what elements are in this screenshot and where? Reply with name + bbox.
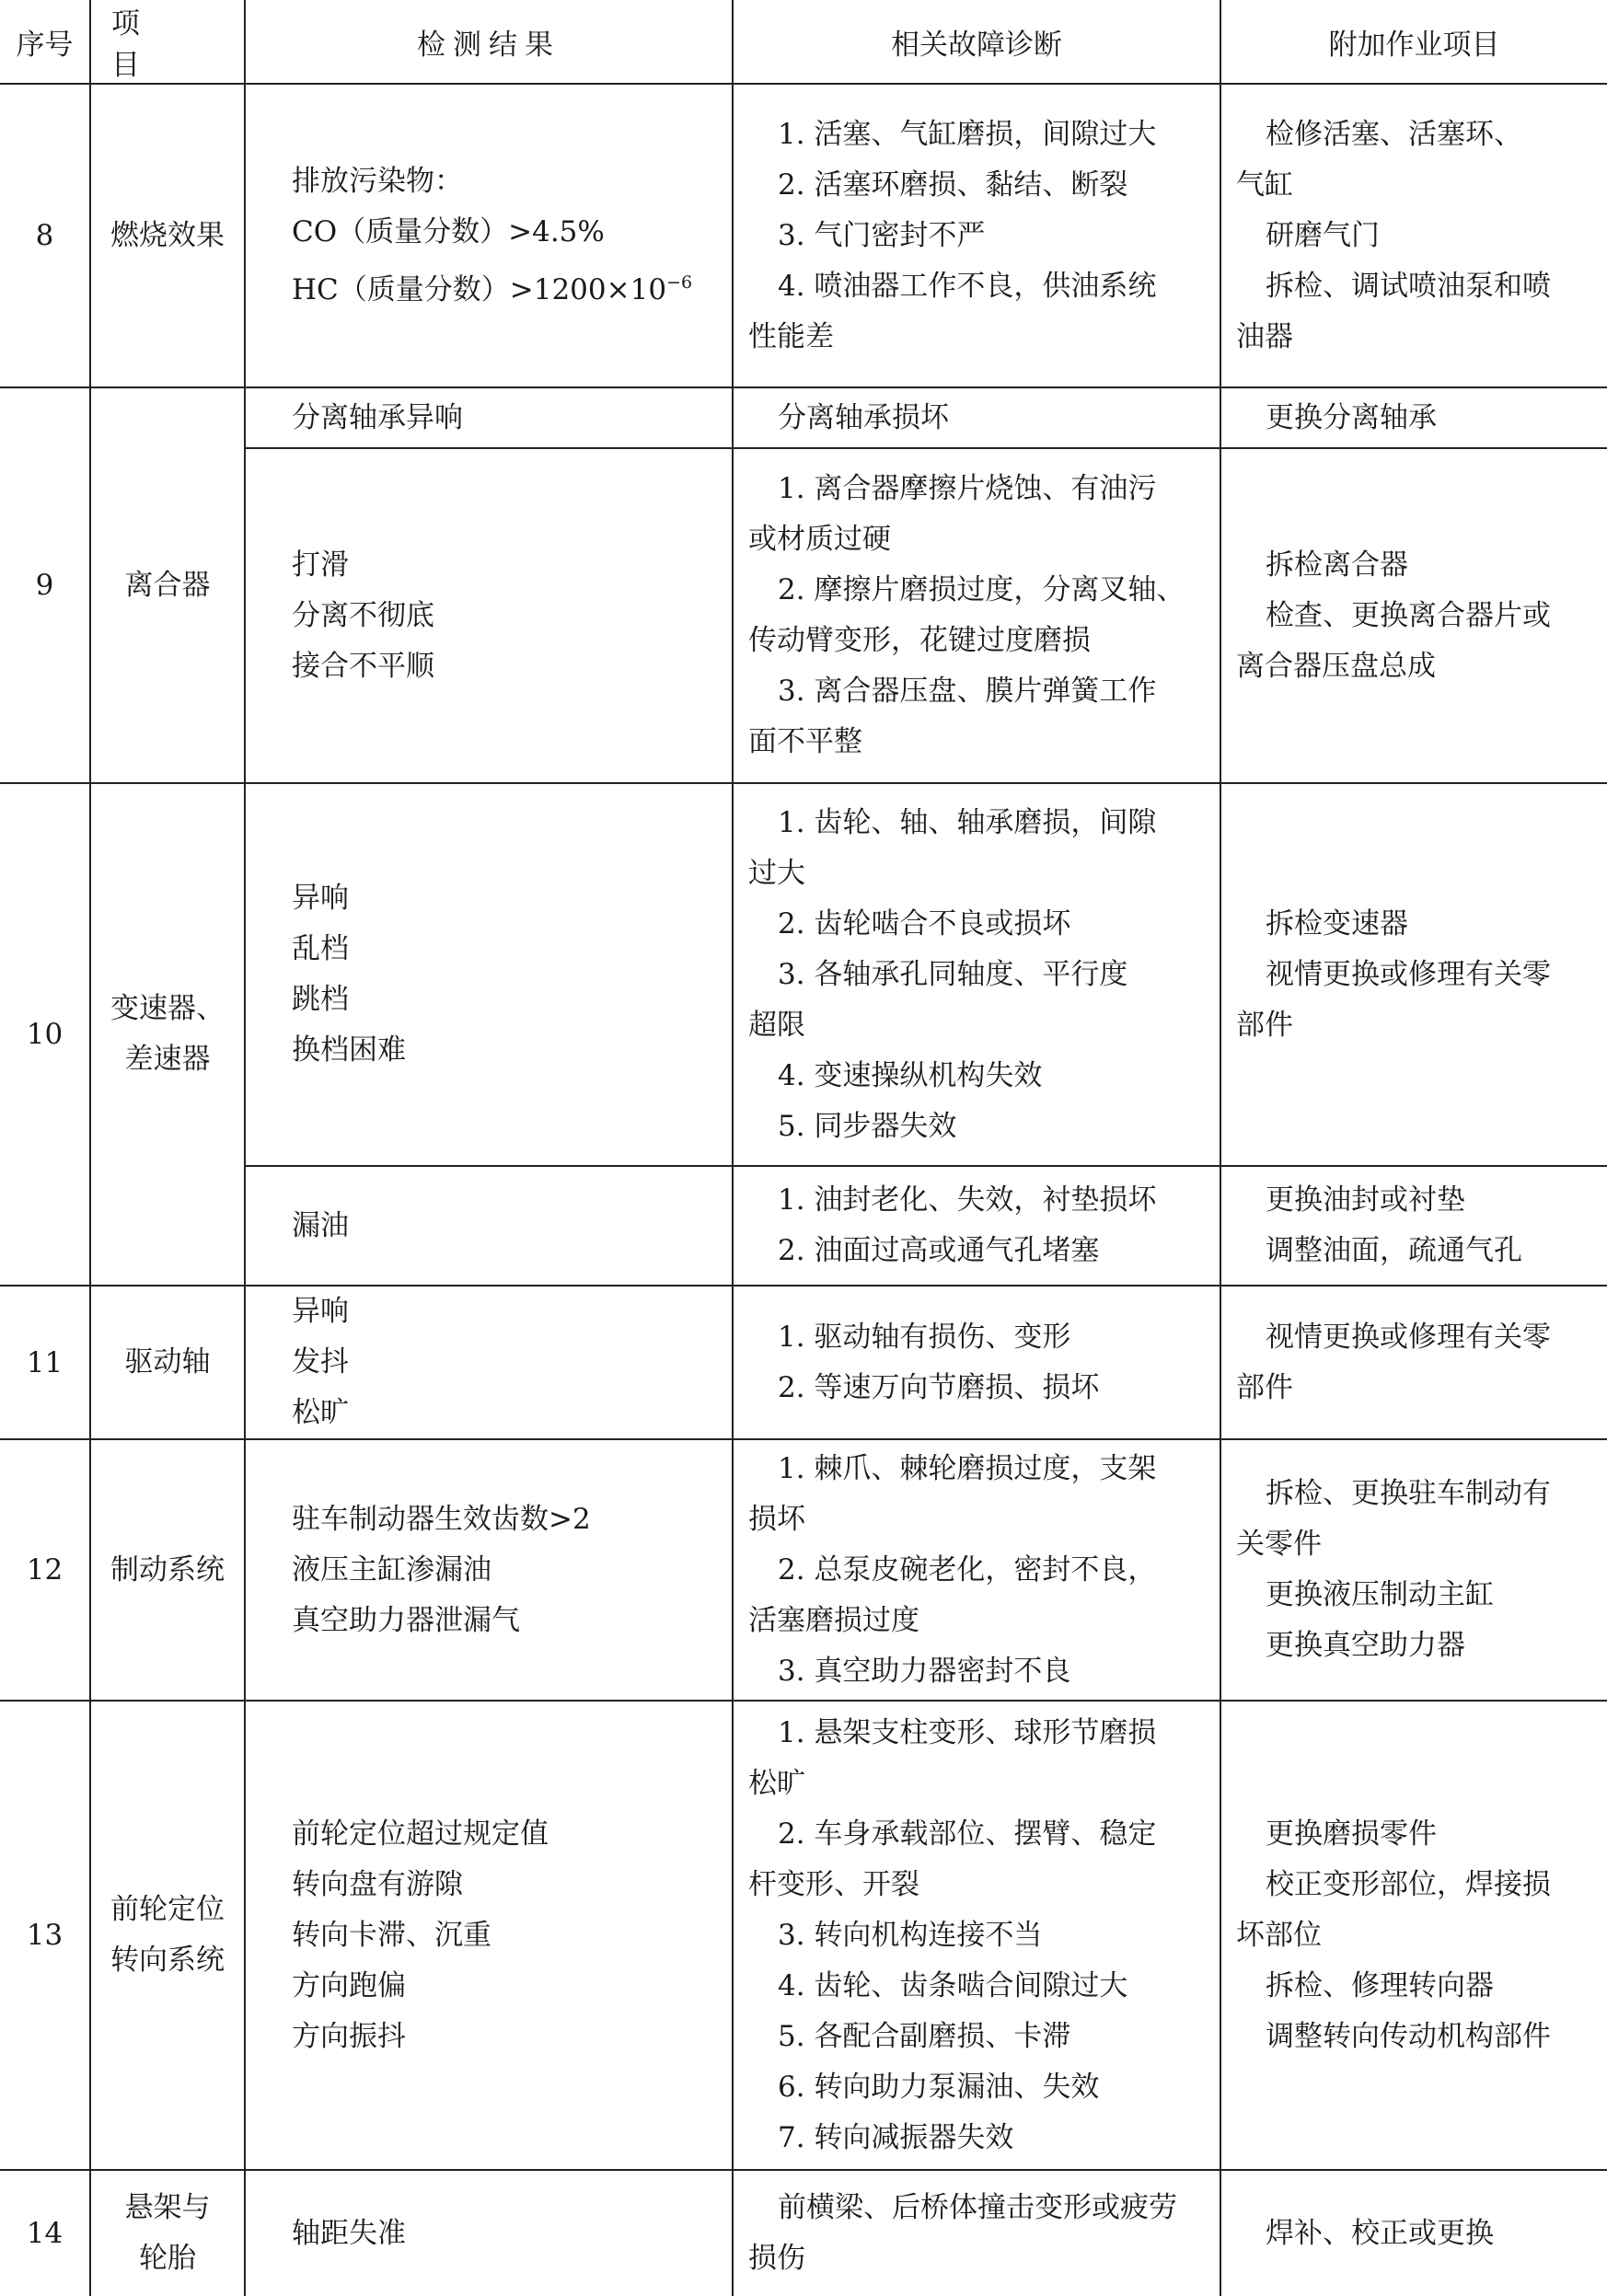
row-item: 驱动轴 (90, 1286, 245, 1439)
detect-result: 异响 乱档 跳档 换档困难 (245, 783, 733, 1166)
row-number: 12 (0, 1439, 90, 1701)
row-item: 前轮定位 转向系统 (90, 1701, 245, 2170)
detect-result: 打滑 分离不彻底 接合不平顺 (245, 448, 733, 783)
detect-result: 漏油 (245, 1166, 733, 1286)
table-row-13 (0, 1701, 1607, 2170)
row-number: 11 (0, 1286, 90, 1439)
detect-result: 异响 发抖 松旷 (245, 1286, 733, 1439)
additional-work: 拆检离合器 检查、更换离合器片或 离合器压盘总成 (1220, 448, 1607, 783)
fault-diagnosis: 1. 离合器摩擦片烧蚀、有油污 或材质过硬 2. 摩擦片磨损过度，分离叉轴、 传动臂变形，花键过度磨损 3. 离合器压盘、膜片弹簧工作 面不平整 (733, 448, 1220, 783)
row-number: 13 (0, 1701, 90, 2170)
header-additional-work: 附加作业项目 (1220, 0, 1607, 84)
table-header-row (0, 0, 1607, 84)
detect-result: 前轮定位超过规定值 转向盘有游隙 转向卡滞、沉重 方向跑偏 方向振抖 (245, 1701, 733, 2170)
header-no: 序号 (0, 0, 90, 84)
additional-work: 拆检变速器 视情更换或修理有关零 部件 (1220, 783, 1607, 1166)
row-item: 制动系统 (90, 1439, 245, 1701)
detect-result: 驻车制动器生效齿数>2 液压主缸渗漏油 真空助力器泄漏气 (245, 1439, 733, 1701)
row-number: 10 (0, 783, 90, 1286)
row-item: 悬架与 轮胎 (90, 2170, 245, 2296)
row-item: 离合器 (90, 387, 245, 783)
table-row-14 (0, 2170, 1607, 2296)
additional-work: 检修活塞、活塞环、 气缸 研磨气门 拆检、调试喷油泵和喷 油器 (1220, 84, 1607, 387)
table-row-11 (0, 1286, 1607, 1439)
header-detect-result: 检测结果 (245, 0, 733, 84)
table-row-12 (0, 1439, 1607, 1701)
header-diagnosis: 相关故障诊断 (733, 0, 1220, 84)
table-row-9a (0, 387, 1607, 448)
table-row-10a (0, 783, 1607, 1166)
row-number: 9 (0, 387, 90, 783)
additional-work: 更换油封或衬垫 调整油面，疏通气孔 (1220, 1166, 1607, 1286)
fault-diagnosis: 1. 驱动轴有损伤、变形 2. 等速万向节磨损、损坏 (733, 1286, 1220, 1439)
fault-diagnosis: 1. 悬架支柱变形、球形节磨损 松旷 2. 车身承载部位、摆臂、稳定 杆变形、开裂 3. 转向机构连接不当 4. 齿轮、齿条啮合间隙过大 5. 各配合副磨损、卡滞 6. 转向助力泵漏油、失效 7. 转向减振器失效 (733, 1701, 1220, 2170)
additional-work: 更换磨损零件 校正变形部位，焊接损 坏部位 拆检、修理转向器 调整转向传动机构部件 (1220, 1701, 1607, 2170)
fault-diagnosis: 1. 棘爪、棘轮磨损过度，支架 损坏 2. 总泵皮碗老化，密封不良， 活塞磨损过度 3. 真空助力器密封不良 (733, 1439, 1220, 1701)
fault-diagnosis: 1. 活塞、气缸磨损，间隙过大 2. 活塞环磨损、黏结、断裂 3. 气门密封不严 4. 喷油器工作不良，供油系统 性能差 (733, 84, 1220, 387)
additional-work: 拆检、更换驻车制动有 关零件 更换液压制动主缸 更换真空助力器 (1220, 1439, 1607, 1701)
detect-result: 分离轴承异响 (245, 387, 733, 448)
detect-result: 轴距失准 (245, 2170, 733, 2296)
row-item: 燃烧效果 (90, 84, 245, 387)
row-item: 变速器、 差速器 (90, 783, 245, 1286)
fault-diagnosis: 1. 油封老化、失效，衬垫损坏 2. 油面过高或通气孔堵塞 (733, 1166, 1220, 1286)
additional-work: 更换分离轴承 (1220, 387, 1607, 448)
fault-diagnosis: 前横梁、后桥体撞击变形或疲劳 损伤 (733, 2170, 1220, 2296)
detect-result: 排放污染物： CO（质量分数）>4.5% HC（质量分数）$>1200\times 10^{-6}$ (245, 84, 733, 387)
header-item: 项目 (90, 0, 245, 84)
additional-work: 焊补、校正或更换 (1220, 2170, 1607, 2296)
fault-diagnosis: 1. 齿轮、轴、轴承磨损，间隙 过大 2. 齿轮啮合不良或损坏 3. 各轴承孔同轴度、平行度 超限 4. 变速操纵机构失效 5. 同步器失效 (733, 783, 1220, 1166)
exponent: −6 (666, 271, 693, 293)
row-number: 8 (0, 84, 90, 387)
additional-work: 视情更换或修理有关零 部件 (1220, 1286, 1607, 1439)
table-row-8 (0, 84, 1607, 387)
fault-diagnosis: 分离轴承损坏 (733, 387, 1220, 448)
row-number: 14 (0, 2170, 90, 2296)
